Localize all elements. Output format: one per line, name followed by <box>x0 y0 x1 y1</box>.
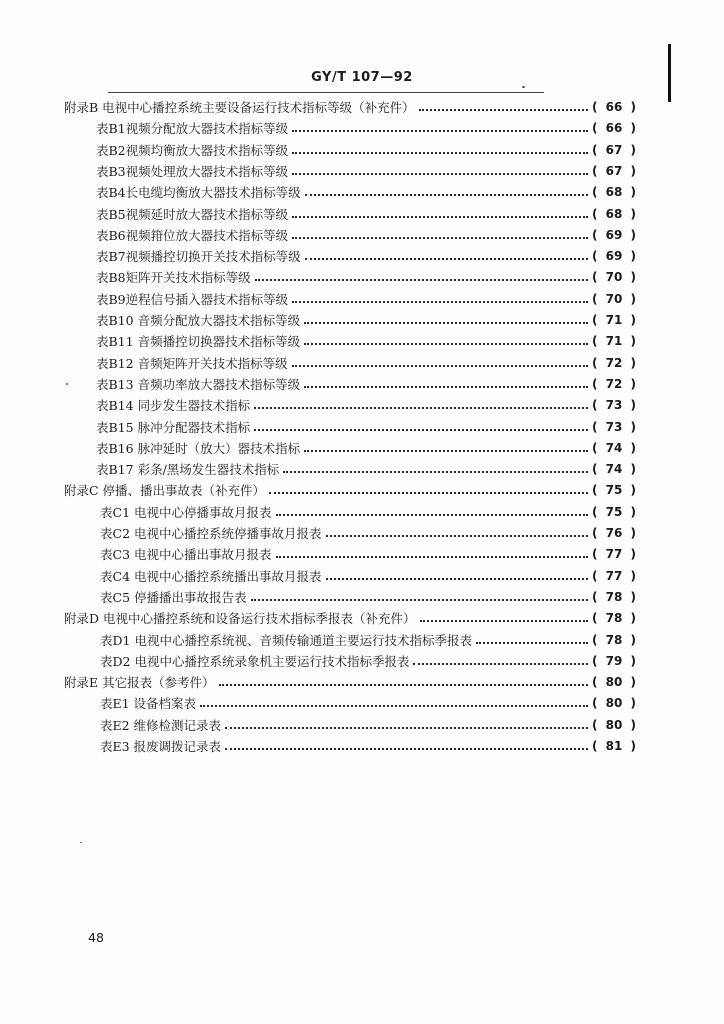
toc-dot-leader <box>304 386 588 388</box>
toc-page-number: 72 <box>605 377 623 391</box>
toc-entry-title: 表B15 脉冲分配器技术指标 <box>96 420 251 435</box>
toc-page-number: 71 <box>605 313 623 327</box>
toc-entry-title: 附录B 电视中心播控系统主要设备运行技术指标等级（补充件） <box>64 100 415 115</box>
toc-dot-leader <box>251 599 589 601</box>
toc-dot-leader <box>254 407 588 409</box>
toc-entry-title: 附录C 停播、播出事故表（补充件） <box>64 483 266 498</box>
toc-dot-leader <box>292 152 588 154</box>
toc-table-entry <box>100 502 636 522</box>
toc-page-number: 81 <box>605 739 623 753</box>
toc-dot-leader <box>292 237 588 239</box>
toc-dot-leader <box>326 578 589 580</box>
toc-entry-title: 表B12 音频矩阵开关技术指标等级 <box>96 356 288 371</box>
toc-page-number: 73 <box>605 420 623 434</box>
toc-table-entry <box>96 246 636 266</box>
toc-table-entry <box>100 693 636 713</box>
toc-page-number: 72 <box>605 356 623 370</box>
toc-page-ref: ( 68 ) <box>592 207 636 221</box>
toc-page-number: 74 <box>605 462 623 476</box>
scan-speck <box>66 383 68 385</box>
toc-table-entry <box>96 353 636 373</box>
page-header <box>0 70 724 85</box>
toc-entry-title: 表B7视频播控切换开关技术指标等级 <box>96 249 301 264</box>
toc-page-number: 68 <box>605 207 623 221</box>
toc-page-number: 77 <box>605 569 623 583</box>
toc-table-entry <box>96 267 636 287</box>
toc-table-entry <box>96 459 636 479</box>
toc-page-ref: ( 75 ) <box>592 483 636 497</box>
toc-page-number: 80 <box>605 718 623 732</box>
scan-speck <box>522 86 525 88</box>
header-rule <box>108 92 544 93</box>
toc-page-ref: ( 81 ) <box>592 739 636 753</box>
toc-page-number: 70 <box>605 292 623 306</box>
toc-page-ref: ( 69 ) <box>592 249 636 263</box>
toc-page-ref: ( 78 ) <box>592 590 636 604</box>
toc-dot-leader <box>254 429 588 431</box>
toc-entry-title: 表B9逆程信号插入器技术指标等级 <box>96 292 289 307</box>
toc-table-entry <box>96 204 636 224</box>
toc-dot-leader <box>326 535 589 537</box>
toc-entry-title: 表C3 电视中心播出事故月报表 <box>100 547 272 562</box>
toc-dot-leader <box>200 705 588 707</box>
toc-table-entry <box>100 523 636 543</box>
toc-page-number: 78 <box>605 633 623 647</box>
toc-page-ref: ( 71 ) <box>592 313 636 327</box>
toc-page-number: 69 <box>605 249 623 263</box>
standard-code: GY/T 107—92 <box>311 70 413 85</box>
toc-page-number: 78 <box>605 590 623 604</box>
toc-dot-leader <box>413 663 588 665</box>
toc-page-number: 70 <box>605 270 623 284</box>
toc-entry-title: 表E1 设备档案表 <box>100 696 197 711</box>
toc-page-number: 80 <box>605 675 623 689</box>
toc-page-ref: ( 70 ) <box>592 292 636 306</box>
toc-dot-leader <box>292 173 588 175</box>
toc-appendix-entry <box>64 608 636 628</box>
toc-entry-title: 表B17 彩条/黑场发生器技术指标 <box>96 462 280 477</box>
toc-dot-leader <box>276 514 589 516</box>
toc-dot-leader <box>420 620 589 622</box>
toc-page-number: 68 <box>605 185 623 199</box>
toc-entry-title: 表B8矩阵开关技术指标等级 <box>96 270 251 285</box>
toc-page-ref: ( 80 ) <box>592 696 636 710</box>
toc-entry-title: 表B6视频箝位放大器技术指标等级 <box>96 228 289 243</box>
toc-page-number: 66 <box>605 121 623 135</box>
toc-page-number: 77 <box>605 547 623 561</box>
toc-dot-leader <box>255 279 588 281</box>
toc-entry-title: 表D1 电视中心播控系统视、音频传输通道主要运行技术指标季报表 <box>100 633 472 648</box>
toc-table-entry <box>96 374 636 394</box>
toc-dot-leader <box>304 343 588 345</box>
toc-page-ref: ( 77 ) <box>592 569 636 583</box>
toc-entry-title: 表C5 停播播出事故报告表 <box>100 590 247 605</box>
toc-page-ref: ( 66 ) <box>592 121 636 135</box>
toc-page-ref: ( 66 ) <box>592 100 636 114</box>
toc-page-ref: ( 74 ) <box>592 441 636 455</box>
toc-page-number: 75 <box>605 505 623 519</box>
toc-entry-title: 表B11 音频播控切换器技术指标等级 <box>96 334 301 349</box>
toc-table-entry <box>100 651 636 671</box>
toc-page-ref: ( 78 ) <box>592 633 636 647</box>
scan-speck <box>80 842 82 843</box>
toc-dot-leader <box>219 684 588 686</box>
toc-dot-leader <box>476 642 588 644</box>
toc-page-number: 66 <box>605 100 623 114</box>
toc-table-entry <box>96 310 636 330</box>
toc-entry-title: 表E3 报废调拨记录表 <box>100 739 222 754</box>
toc-table-entry <box>100 715 636 735</box>
toc-table-entry <box>100 630 636 650</box>
toc-dot-leader <box>283 471 588 473</box>
toc-page-number: 73 <box>605 398 623 412</box>
toc-table-entry <box>96 438 636 458</box>
toc-table-entry <box>96 161 636 181</box>
toc-page-number: 69 <box>605 228 623 242</box>
toc-dot-leader <box>305 258 588 260</box>
toc-page-number: 74 <box>605 441 623 455</box>
toc-entry-title: 表C2 电视中心播控系统停播事故月报表 <box>100 526 322 541</box>
toc-dot-leader <box>304 450 588 452</box>
toc-entry-title: 表B10 音频分配放大器技术指标等级 <box>96 313 301 328</box>
toc-table-entry <box>96 417 636 437</box>
toc-page-number: 79 <box>605 654 623 668</box>
toc-page-number: 80 <box>605 696 623 710</box>
toc-table-entry <box>100 544 636 564</box>
toc-appendix-entry <box>64 672 636 692</box>
toc-dot-leader <box>304 322 588 324</box>
toc-table-entry <box>96 118 636 138</box>
toc-dot-leader <box>305 194 588 196</box>
toc-entry-title: 表B16 脉冲延时（放大）器技术指标 <box>96 441 301 456</box>
toc-entry-title: 表B4长电缆均衡放大器技术指标等级 <box>96 185 301 200</box>
toc-page-ref: ( 72 ) <box>592 356 636 370</box>
toc-page-ref: ( 70 ) <box>592 270 636 284</box>
toc-page-ref: ( 79 ) <box>592 654 636 668</box>
toc-page-ref: ( 74 ) <box>592 462 636 476</box>
toc-entry-title: 表B14 同步发生器技术指标 <box>96 398 251 413</box>
toc-dot-leader <box>292 130 588 132</box>
toc-appendix-entry <box>64 480 636 500</box>
toc-table-entry <box>100 587 636 607</box>
toc-page-ref: ( 71 ) <box>592 334 636 348</box>
toc-dot-leader <box>225 748 588 750</box>
toc-dot-leader <box>225 727 588 729</box>
toc-page-ref: ( 80 ) <box>592 675 636 689</box>
toc-dot-leader <box>419 109 588 111</box>
toc-entry-title: 表B3视频处理放大器技术指标等级 <box>96 164 289 179</box>
toc-page-ref: ( 67 ) <box>592 143 636 157</box>
toc-entry-title: 表B5视频延时放大器技术指标等级 <box>96 207 289 222</box>
toc-page-ref: ( 75 ) <box>592 505 636 519</box>
toc-page-number: 75 <box>605 483 623 497</box>
toc-table-entry <box>96 395 636 415</box>
toc-table-entry <box>96 225 636 245</box>
toc-page-ref: ( 73 ) <box>592 398 636 412</box>
toc-entry-title: 表C4 电视中心播控系统播出事故月报表 <box>100 569 322 584</box>
toc-table-entry <box>96 140 636 160</box>
toc-page-ref: ( 68 ) <box>592 185 636 199</box>
toc-page-number: 78 <box>605 611 623 625</box>
toc-page-ref: ( 80 ) <box>592 718 636 732</box>
toc-entry-title: 表E2 维修检测记录表 <box>100 718 222 733</box>
toc-page-ref: ( 76 ) <box>592 526 636 540</box>
toc-page-ref: ( 69 ) <box>592 228 636 242</box>
toc-page-ref: ( 67 ) <box>592 164 636 178</box>
toc-page-ref: ( 78 ) <box>592 611 636 625</box>
toc-dot-leader <box>292 365 588 367</box>
toc-table-entry <box>96 331 636 351</box>
toc-dot-leader <box>269 492 588 494</box>
toc-entry-title: 表B2视频均衡放大器技术指标等级 <box>96 143 289 158</box>
toc-page-number: 67 <box>605 143 623 157</box>
toc-entry-title: 表D2 电视中心播控系统录象机主要运行技术指标季报表 <box>100 654 410 669</box>
toc-table-entry <box>100 566 636 586</box>
toc-entry-title: 表C1 电视中心停播事故月报表 <box>100 505 272 520</box>
toc-table-entry <box>96 289 636 309</box>
toc-page-ref: ( 73 ) <box>592 420 636 434</box>
toc-page-number: 67 <box>605 164 623 178</box>
toc-entry-title: 表B1视频分配放大器技术指标等级 <box>96 121 289 136</box>
toc-page-ref: ( 72 ) <box>592 377 636 391</box>
toc-dot-leader <box>292 301 588 303</box>
toc-dot-leader <box>276 556 589 558</box>
toc-appendix-entry <box>64 97 636 117</box>
toc-entry-title: 附录D 电视中心播控系统和设备运行技术指标季报表（补充件） <box>64 611 416 626</box>
toc-page-number: 76 <box>605 526 623 540</box>
page-number: 48 <box>88 930 104 945</box>
toc-entry-title: 表B13 音频功率放大器技术指标等级 <box>96 377 301 392</box>
toc-entry-title: 附录E 其它报表（参考件） <box>64 675 215 690</box>
toc-page-ref: ( 77 ) <box>592 547 636 561</box>
toc-table-entry <box>100 736 636 756</box>
toc-page-number: 71 <box>605 334 623 348</box>
toc-dot-leader <box>292 216 588 218</box>
toc-table-entry <box>96 182 636 202</box>
